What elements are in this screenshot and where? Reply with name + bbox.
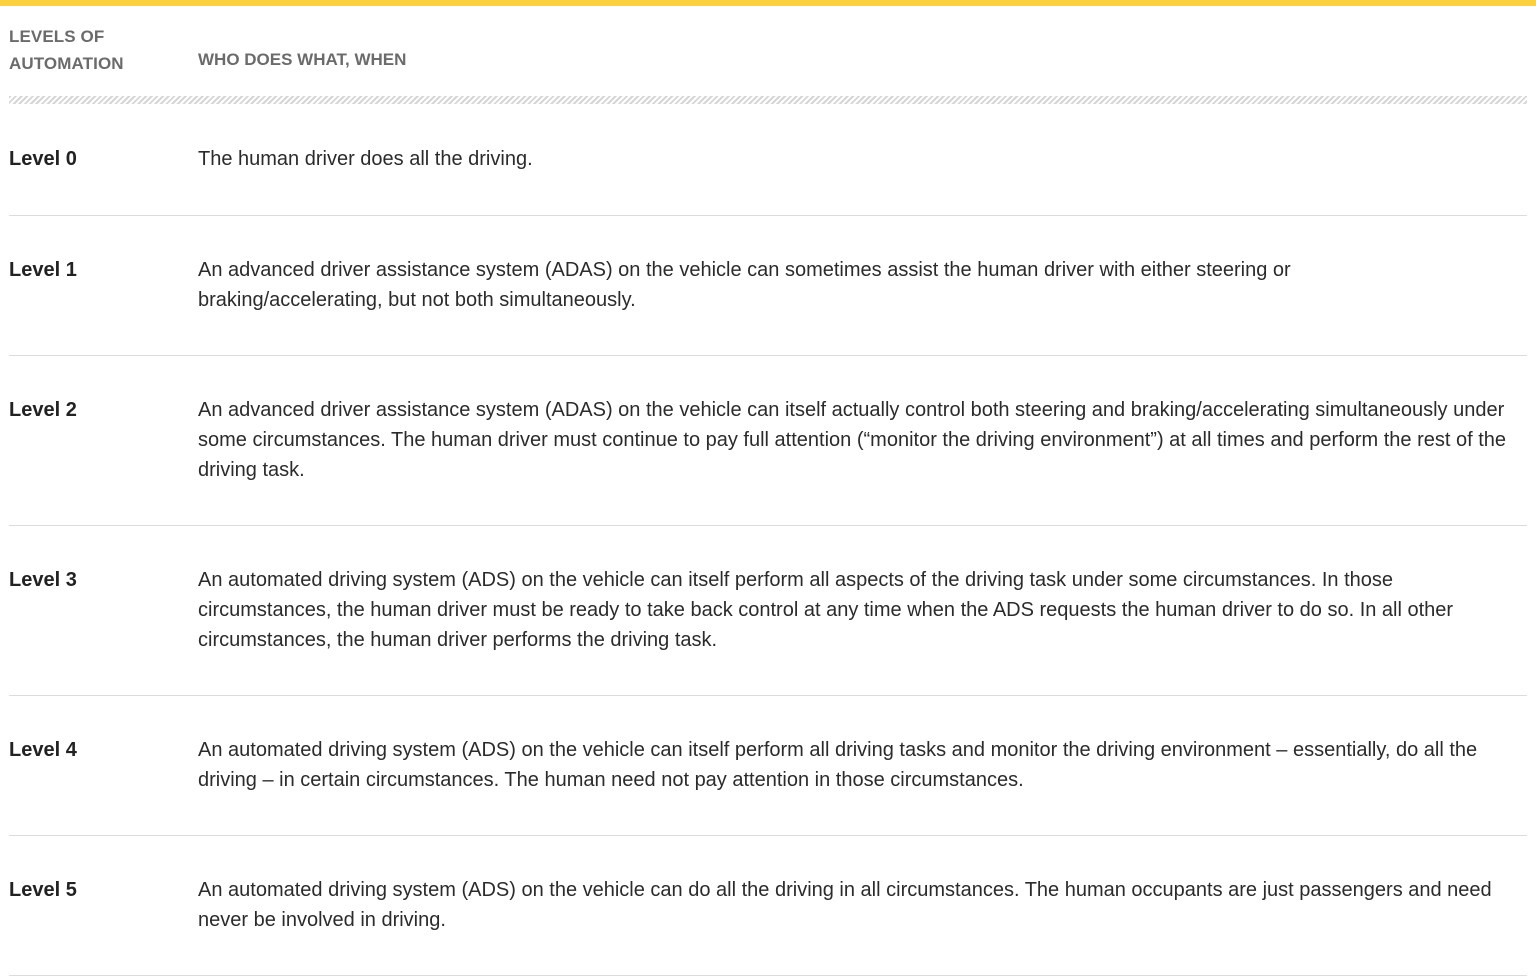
table-header [9, 6, 1527, 96]
table-row-level-5 [9, 836, 1527, 976]
table-row-level-3 [9, 526, 1527, 696]
row-description: The human driver does all the driving. [198, 148, 533, 170]
row-description: An automated driving system (ADS) on the vehicle can itself perform all aspects of the driving task under some circumstances. In those circumstances, the human driver must be ready to take back control at any time when the ADS requests the human driver to do so. In all other circumstances, the human driver performs the driving task. [198, 569, 1454, 651]
row-level-label: Level 4 [9, 739, 77, 761]
row-level-label: Level 5 [9, 879, 77, 901]
header-divider [9, 96, 1527, 104]
table-row-level-4 [9, 696, 1527, 836]
header-levels-of-automation: LEVELS OF AUTOMATION [9, 27, 124, 73]
row-level-label: Level 0 [9, 148, 77, 170]
row-description: An automated driving system (ADS) on the vehicle can do all the driving in all circumstances. The human occupants are just passengers and need never be involved in driving. [198, 879, 1492, 931]
row-description: An advanced driver assistance system (ADAS) on the vehicle can itself actually control both steering and braking/accelerating simultaneously under some circumstances. The human driver must continue to pay full attention (“monitor the driving environment”) at all times and perform the rest of the driving task. [198, 399, 1506, 481]
row-description: An advanced driver assistance system (ADAS) on the vehicle can sometimes assist the human driver with either steering or braking/accelerating, but not both simultaneously. [198, 259, 1291, 311]
table-row-level-0 [9, 104, 1527, 216]
table-row-level-2 [9, 356, 1527, 526]
automation-levels-table [9, 6, 1527, 976]
row-level-label: Level 1 [9, 259, 77, 281]
row-description: An automated driving system (ADS) on the vehicle can itself perform all driving tasks and monitor the driving environment – essentially, do all the driving – in certain circumstances. The human need not pay attention in those circumstances. [198, 739, 1478, 791]
header-who-does-what: WHO DOES WHAT, WHEN [198, 50, 407, 69]
row-level-label: Level 3 [9, 569, 77, 591]
table-row-level-1 [9, 216, 1527, 356]
row-level-label: Level 2 [9, 399, 77, 421]
